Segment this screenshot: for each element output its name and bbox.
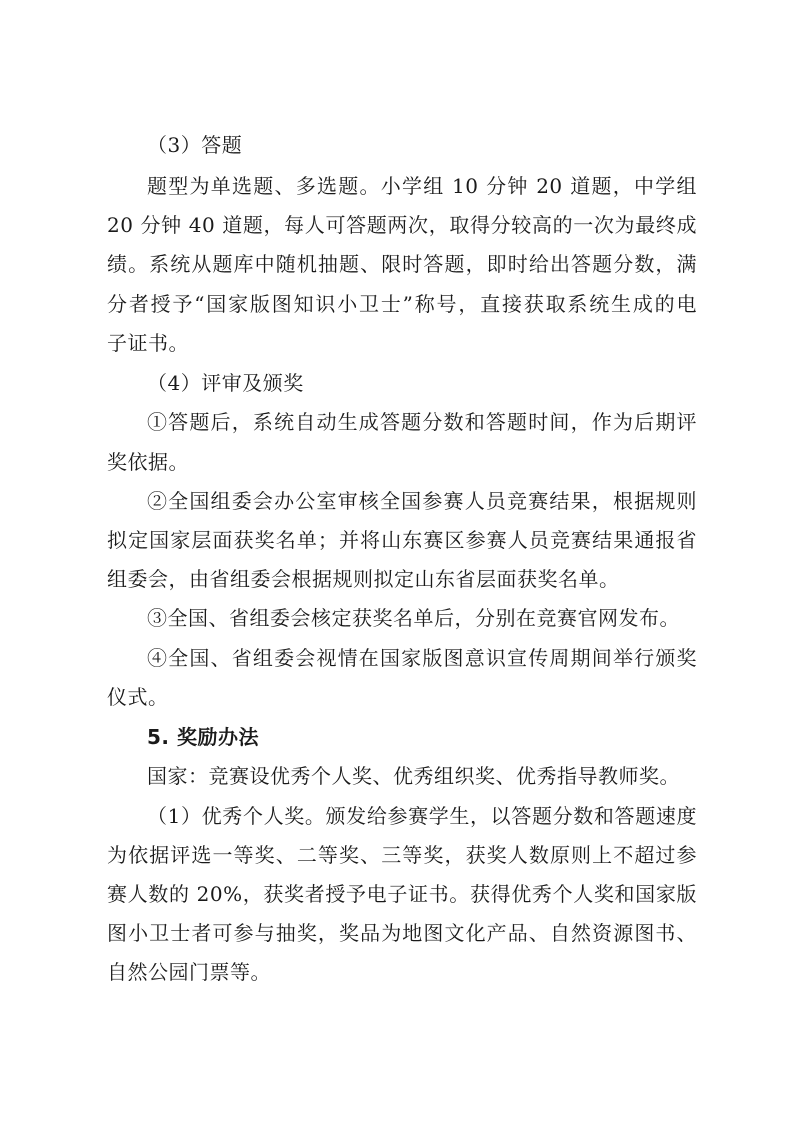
paragraph-line: 仪式。 [107,685,169,709]
paragraph-line: ④全国、省组委会视情在国家版图意识宣传周期间举行颁奖 [147,646,697,670]
paragraph-line: ①答题后，系统自动生成答题分数和答题时间，作为后期评 [147,410,697,434]
subsection-heading-answering: （3）答题 [147,133,243,157]
paragraph-line: 国家：竞赛设优秀个人奖、优秀组织奖、优秀指导教师奖。 [147,764,680,788]
paragraph-line: 题型为单选题、多选题。小学组 10 分钟 20 道题，中学组 [147,174,697,198]
paragraph-line: 奖依据。 [107,450,189,474]
paragraph-line: 分者授予“国家版图知识小卫士”称号，直接获取系统生成的电 [107,292,697,316]
subsection-heading-review: （4）评审及颁奖 [147,371,304,395]
paragraph-line: 图小卫士者可参与抽奖，奖品为地图文化产品、自然资源图书、 [107,921,697,945]
paragraph-line: 绩。系统从题库中随机抽题、限时答题，即时给出答题分数，满 [107,252,697,276]
paragraph-line: 自然公园门票等。 [107,960,271,984]
section-heading-rewards: 5. 奖励办法 [147,725,259,749]
paragraph-line: 拟定国家层面获奖名单；并将山东赛区参赛人员竞赛结果通报省 [107,528,697,552]
paragraph-line: 组委会，由省组委会根据规则拟定山东省层面获奖名单。 [107,567,620,591]
paragraph-line: （1）优秀个人奖。颁发给参赛学生，以答题分数和答题速度 [147,804,697,828]
paragraph-line: 赛人数的 20%，获奖者授予电子证书。获得优秀个人奖和国家版 [107,882,697,906]
paragraph-line: ②全国组委会办公室审核全国参赛人员竞赛结果，根据规则 [147,489,697,513]
paragraph-line: 为依据评选一等奖、二等奖、三等奖，获奖人数原则上不超过参 [107,843,697,867]
paragraph-line: ③全国、省组委会核定获奖名单后，分别在竞赛官网发布。 [147,606,680,630]
paragraph-line: 20 分钟 40 道题，每人可答题两次，取得分较高的一次为最终成 [107,213,697,237]
paragraph-line: 子证书。 [107,331,189,355]
